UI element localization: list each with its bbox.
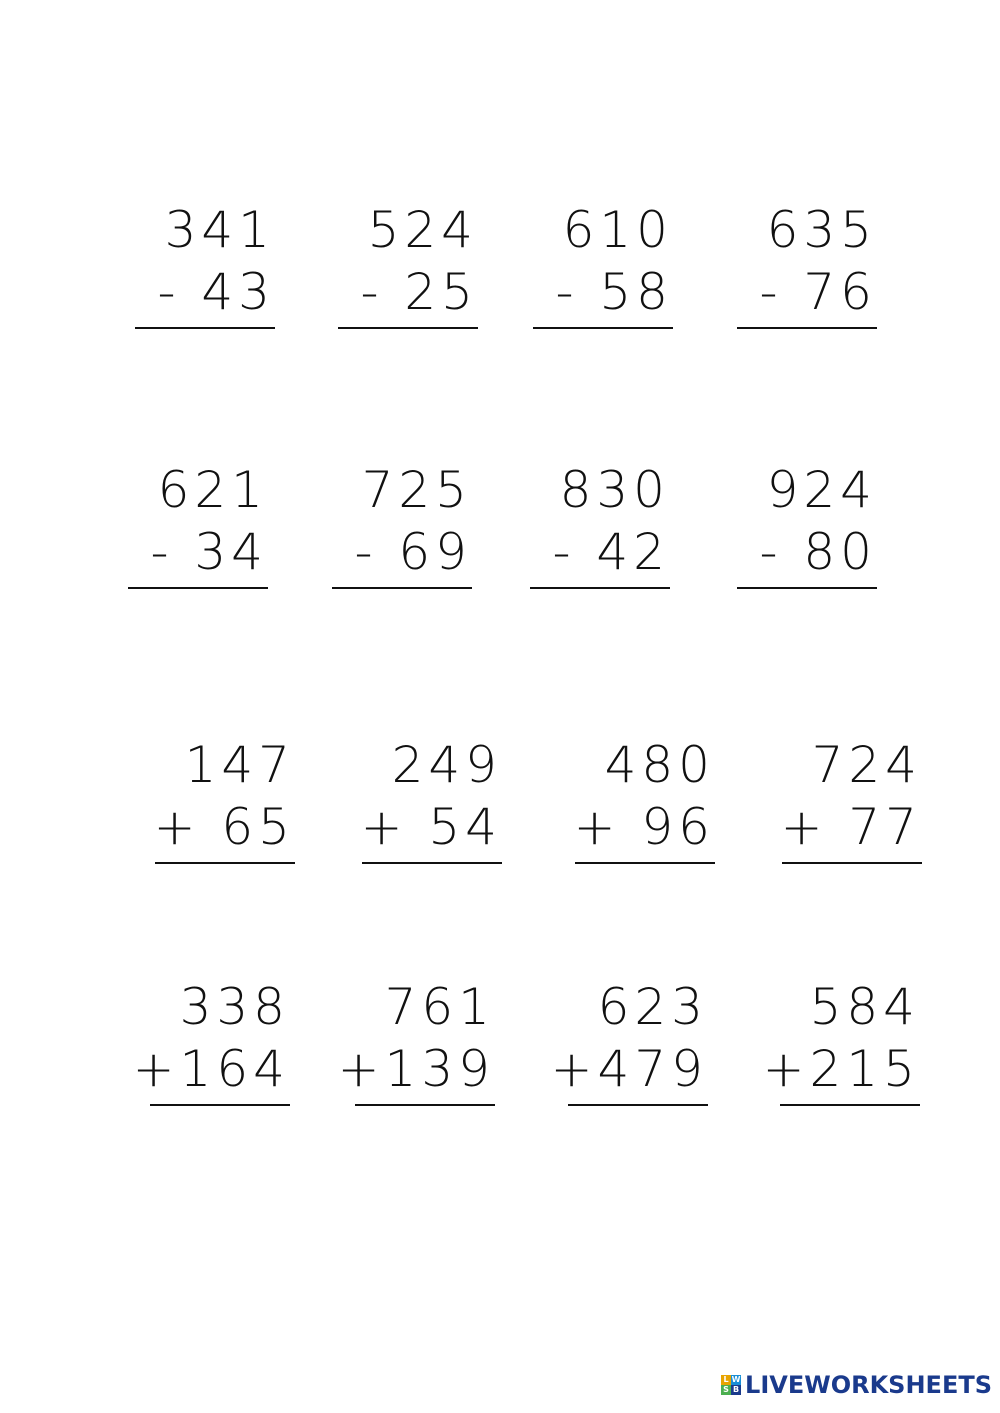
answer-line [533,327,673,329]
answer-line [782,862,922,864]
problem-14 [337,978,495,1112]
problem-6 [332,461,472,595]
addend-bottom: + 65 [153,798,295,856]
answer-line [155,862,295,864]
addend-bottom: +215 [762,1040,920,1098]
answer-line [355,1104,495,1106]
minuend: 635 [766,201,877,259]
addend-bottom: +479 [550,1040,708,1098]
problem-2 [338,201,478,335]
answer-line [568,1104,708,1106]
subtrahend: - 58 [555,263,673,321]
problem-1 [135,201,275,335]
answer-line [135,327,275,329]
subtrahend: - 76 [759,263,877,321]
addend-top: 761 [384,978,495,1036]
problem-13 [132,978,290,1112]
problem-16 [762,978,920,1112]
answer-line [575,862,715,864]
minuend: 621 [157,461,268,519]
problem-9 [153,736,295,870]
answer-line [332,587,472,589]
problem-10 [360,736,502,870]
subtrahend: - 25 [360,263,478,321]
minuend: 610 [562,201,673,259]
addend-top: 724 [811,736,922,794]
answer-line [150,1104,290,1106]
brand-name: LIVEWORKSHEETS [745,1371,992,1399]
logo-letter: S [721,1385,731,1395]
addend-bottom: +164 [132,1040,290,1098]
addend-bottom: + 77 [780,798,922,856]
addend-top: 249 [391,736,502,794]
addend-top: 338 [179,978,290,1036]
subtrahend: - 80 [759,523,877,581]
problem-15 [550,978,708,1112]
addend-bottom: + 54 [360,798,502,856]
problem-5 [128,461,268,595]
answer-line [737,327,877,329]
problem-4 [737,201,877,335]
answer-line [737,587,877,589]
addend-top: 147 [184,736,295,794]
logo-letter: L [721,1375,731,1385]
addend-bottom: + 96 [573,798,715,856]
logo-letter: W [731,1375,741,1384]
addend-top: 480 [604,736,715,794]
liveworksheets-logo-icon [721,1375,741,1395]
addend-top: 623 [597,978,708,1036]
minuend: 725 [361,461,472,519]
subtrahend: - 34 [150,523,268,581]
problem-3 [533,201,673,335]
problem-11 [573,736,715,870]
addend-top: 584 [809,978,920,1036]
problem-12 [780,736,922,870]
addend-bottom: +139 [337,1040,495,1098]
subtrahend: - 42 [552,523,670,581]
problem-7 [530,461,670,595]
liveworksheets-watermark [721,1371,992,1399]
minuend: 341 [164,201,275,259]
answer-line [362,862,502,864]
subtrahend: - 43 [157,263,275,321]
minuend: 924 [766,461,877,519]
logo-letter: B [732,1385,740,1394]
answer-line [530,587,670,589]
subtrahend: - 69 [354,523,472,581]
minuend: 830 [559,461,670,519]
minuend: 524 [367,201,478,259]
answer-line [338,327,478,329]
answer-line [780,1104,920,1106]
problem-8 [737,461,877,595]
answer-line [128,587,268,589]
